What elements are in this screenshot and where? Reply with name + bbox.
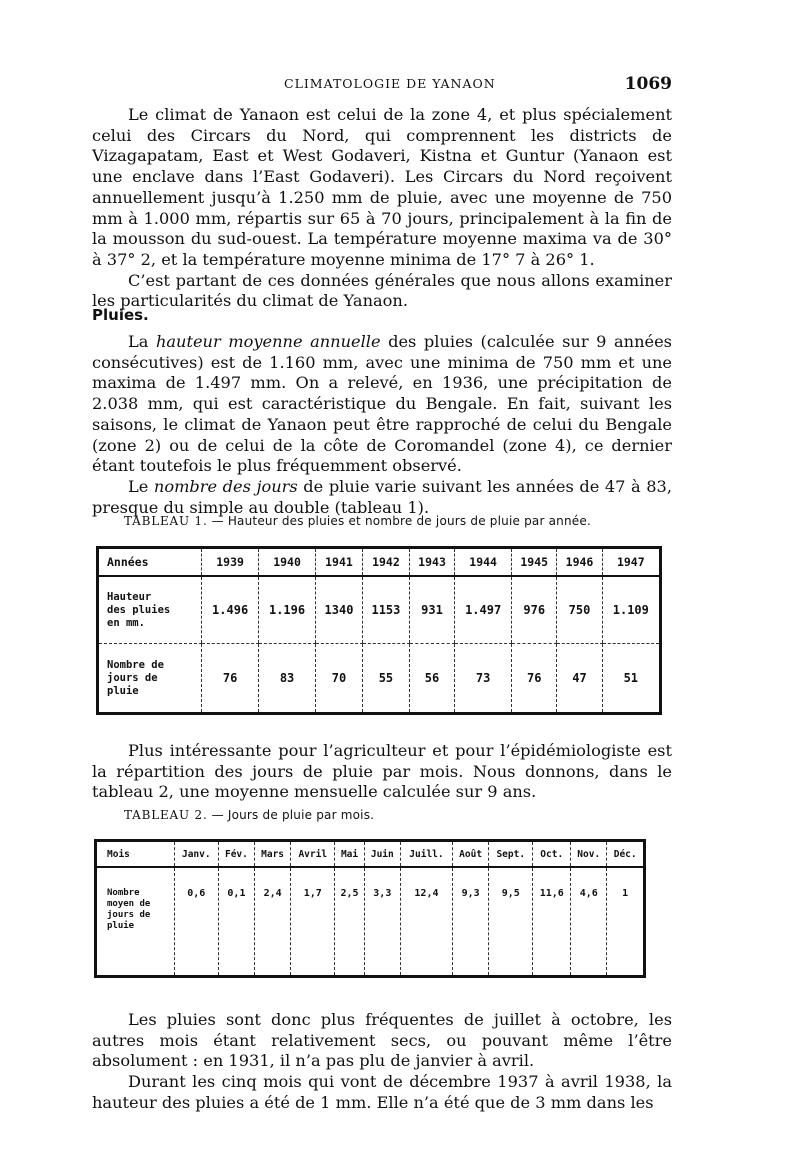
table1-caption — [124, 514, 591, 528]
page-number: 1069 — [624, 74, 672, 94]
table1-row-label — [98, 576, 202, 644]
table-cell: 750 — [557, 576, 602, 644]
table1-header-cell: Années — [98, 548, 202, 577]
table-cell: 1153 — [362, 576, 409, 644]
label-line: pluie — [107, 684, 139, 697]
table-cell: 4,6 — [571, 867, 607, 977]
table-cell: 76 — [202, 644, 259, 714]
table-cell: 0,6 — [174, 867, 218, 977]
label-line: jours de — [107, 910, 151, 920]
table-cell: 1.496 — [202, 576, 259, 644]
table-cell: 1,7 — [291, 867, 335, 977]
table-rain-days-by-month — [94, 839, 646, 978]
running-title: CLIMATOLOGIE DE YANAON — [284, 76, 496, 91]
table-cell: 1 — [607, 867, 645, 977]
table2-header-cell: Nov. — [571, 841, 607, 868]
section-heading-pluies: Pluies. — [92, 306, 149, 324]
table2-header-cell: Oct. — [533, 841, 571, 868]
intro-paragraphs — [92, 105, 672, 312]
label-line: Nombre — [107, 888, 140, 898]
mid-paragraph-block — [92, 741, 672, 803]
table2-caption — [124, 808, 374, 822]
table-cell: 1340 — [316, 576, 363, 644]
closing-paragraph-1: Les pluies sont donc plus fréquentes de juillet à octobre, les autres mois étant relativement secs, ou pouvant même l’être absolument : en 1931, il n’a pas plu de janvier à avril. — [92, 1010, 672, 1071]
table-cell: 0,1 — [218, 867, 254, 977]
p1-before: La — [128, 332, 156, 351]
table2-header-cell: Mai — [335, 841, 364, 868]
p2-before: Le — [128, 476, 154, 496]
table-cell: 11,6 — [533, 867, 571, 977]
table1-row-hauteur — [98, 576, 661, 644]
label-line: jours de — [107, 671, 158, 684]
pluies-paragraphs — [92, 332, 672, 518]
table1-header-cell: 1947 — [602, 548, 660, 577]
table2-header-cell: Déc. — [607, 841, 645, 868]
table1-header-cell: 1941 — [316, 548, 363, 577]
mid-paragraph: Plus intéressante pour l’agriculteur et pour l’épidémiologiste est la répartition des jours de pluie par mois. Nous donnons, dans le tableau 2, une moyenne mensuelle calculée sur 9 ans. — [92, 741, 672, 802]
table-cell: 1.196 — [259, 576, 316, 644]
table-cell: 9,3 — [453, 867, 489, 977]
label-line: en mm. — [107, 616, 145, 629]
table-cell: 2,5 — [335, 867, 364, 977]
table1-caption-text: — Hauteur des pluies et nombre de jours de pluie par année. — [207, 514, 591, 528]
table2-caption-label: TABLEAU 2. — [124, 808, 208, 822]
label-line: des pluies — [107, 603, 171, 616]
label-line: moyen de — [107, 899, 151, 909]
table-cell: 73 — [455, 644, 512, 714]
table2-header-cell: Juin — [364, 841, 400, 868]
table-cell: 76 — [512, 644, 557, 714]
page-header — [92, 74, 672, 98]
table-cell: 12,4 — [400, 867, 452, 977]
pluies-paragraph-1 — [92, 332, 672, 477]
intro-paragraph-2: C’est partant de ces données générales que nous allons examiner les particularités du climat de Yanaon. — [92, 270, 672, 311]
table2-caption-text: — Jours de pluie par mois. — [207, 808, 375, 822]
table-cell: 1.497 — [455, 576, 512, 644]
p2-after: de pluie varie suivant les années de 47 à 83, presque du simple au double (tableau 1). — [92, 476, 672, 517]
table-cell: 55 — [362, 644, 409, 714]
p2-emphasis: nombre des jours — [153, 476, 298, 496]
table2-header-cell: Juill. — [400, 841, 452, 868]
table2-row-jours — [96, 867, 645, 977]
table2-header-row — [96, 841, 645, 868]
table-cell: 3,3 — [364, 867, 400, 977]
table1-header-cell: 1939 — [202, 548, 259, 577]
table2-header-cell: Avril — [291, 841, 335, 868]
table-cell: 2,4 — [255, 867, 291, 977]
table2-header-cell: Mars — [255, 841, 291, 868]
table1-header-cell: 1944 — [455, 548, 512, 577]
table2-header-cell: Janv. — [174, 841, 218, 868]
table-cell: 9,5 — [489, 867, 533, 977]
table2-header-cell: Fév. — [218, 841, 254, 868]
closing-paragraphs — [92, 1010, 672, 1114]
table1-header-cell: 1942 — [362, 548, 409, 577]
table1-header-cell: 1945 — [512, 548, 557, 577]
table1-header-cell: 1940 — [259, 548, 316, 577]
table2-header-cell: Sept. — [489, 841, 533, 868]
label-line: Nombre de — [107, 658, 164, 671]
p1-after: des pluies (calculée sur 9 années consécutives) est de 1.160 mm, avec une minima de 750 mm et une maxima de 1.497 mm. On a relevé, en 1936, une précipitation de 2.038 mm, qui est caractéristique du Bengale. En fait, suivant les saisons, le climat de Yanaon peut être rapproché de celui du Bengale (zone 2) ou de celui de la côte de Coromandel (zone 4), ce dernier étant toutefois le plus fréquemment observé. — [92, 332, 672, 476]
table-cell: 51 — [602, 644, 660, 714]
table1-row-label — [98, 644, 202, 714]
table-cell: 70 — [316, 644, 363, 714]
label-line: Hauteur — [107, 590, 152, 603]
table1-header-cell: 1943 — [409, 548, 454, 577]
table-cell: 976 — [512, 576, 557, 644]
table-rainfall-by-year — [96, 546, 662, 715]
intro-paragraph-1: Le climat de Yanaon est celui de la zone 4, et plus spécialement celui des Circars du Nord, qui comprennent les districts de Vizagapatam, East et West Godaveri, Kistna et Guntur (Yanaon est une enclave dans l’East Godaveri). Les Circars du Nord reçoivent annuellement jusqu’à 1.250 mm de pluie, avec une moyenne de 750 mm à 1.000 mm, répartis sur 65 à 70 jours, principalement à la fin de la mousson du sud-ouest. La température moyenne maxima va de 30° à 37° 2, et la température moyenne minima de 17° 7 à 26° 1. — [92, 105, 672, 269]
table1-caption-label: TABLEAU 1. — [124, 514, 208, 528]
closing-paragraph-2: Durant les cinq mois qui vont de décembre 1937 à avril 1938, la hauteur des pluies a été de 1 mm. Elle n’a été que de 3 mm dans les — [92, 1072, 672, 1112]
table1-header-cell: 1946 — [557, 548, 602, 577]
table-cell: 83 — [259, 644, 316, 714]
table-cell: 56 — [409, 644, 454, 714]
table2-header-cell: Août — [453, 841, 489, 868]
table1-header-row — [98, 548, 661, 577]
table2-header-cell: Mois — [96, 841, 175, 868]
p1-emphasis: hauteur moyenne annuelle — [155, 332, 381, 351]
label-line: pluie — [107, 921, 135, 931]
table-cell: 47 — [557, 644, 602, 714]
table-cell: 1.109 — [602, 576, 660, 644]
table2-row-label — [96, 867, 175, 977]
pluies-paragraph-2 — [92, 477, 672, 518]
table-cell: 931 — [409, 576, 454, 644]
table1-row-jours — [98, 644, 661, 714]
